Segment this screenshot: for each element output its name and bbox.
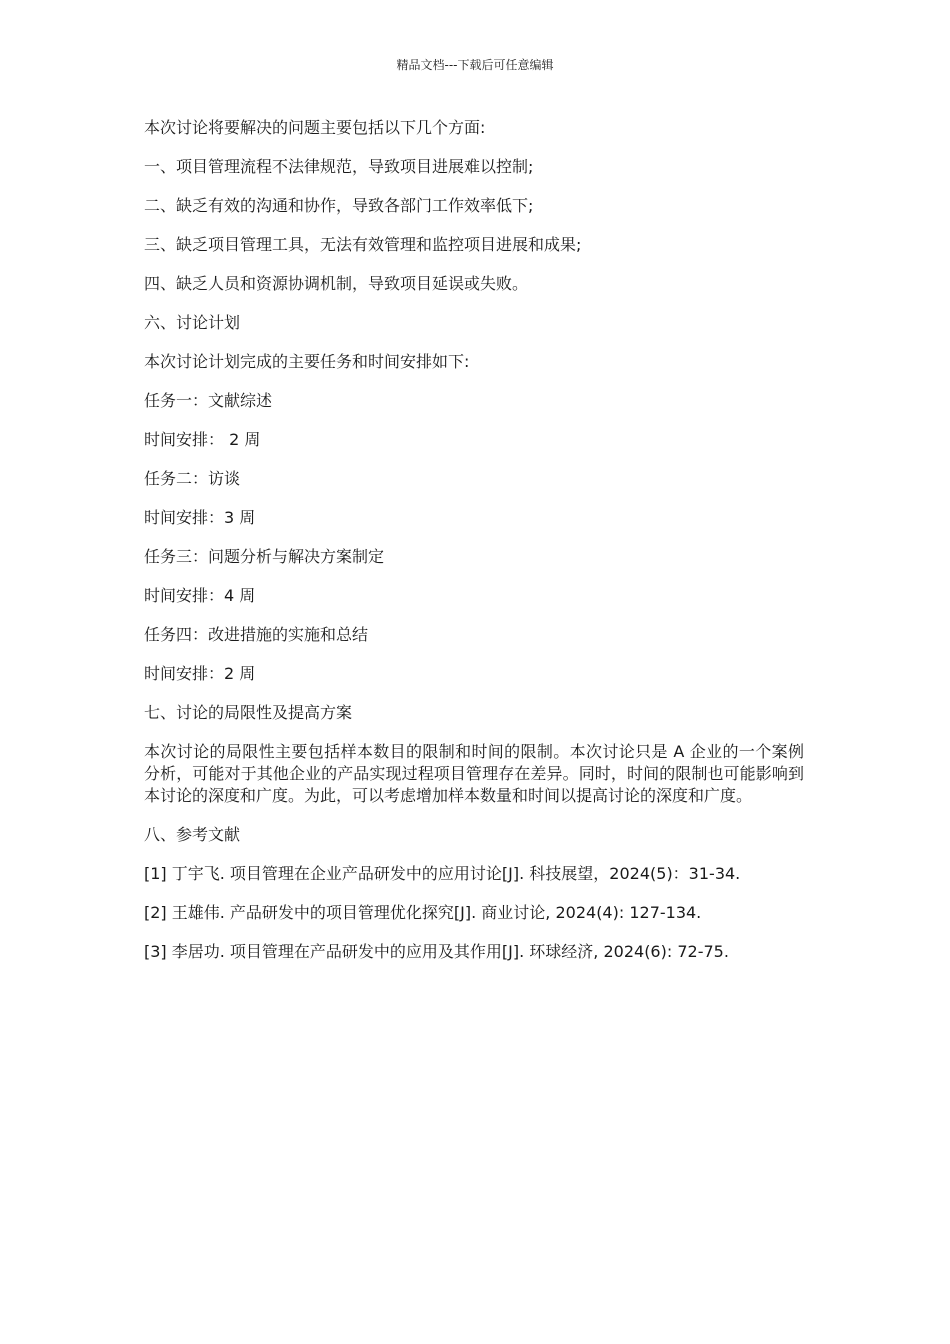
- intro-line: 本次讨论将要解决的问题主要包括以下几个方面:: [144, 118, 486, 137]
- task-1: 任务一：文献综述: [144, 391, 273, 410]
- task-4-schedule: 时间安排：2 周: [144, 664, 256, 683]
- task-1-schedule: 时间安排： 2 周: [144, 430, 261, 449]
- problem-item-2: 二、缺乏有效的沟通和协作，导致各部门工作效率低下;: [144, 196, 534, 215]
- page-header: 精品文档---下载后可任意编辑: [396, 58, 554, 72]
- problem-item-4: 四、缺乏人员和资源协调机制，导致项目延误或失败。: [144, 274, 529, 293]
- problem-item-3: 三、缺乏项目管理工具，无法有效管理和监控项目进展和成果;: [144, 235, 582, 254]
- limitations-paragraph: 本次讨论的局限性主要包括样本数目的限制和时间的限制。本次讨论只是 A 企业的一个案例分析，可能对于其他企业的产品实现过程项目管理存在差异。同时，时间的限制也可能影响到本讨论的深度和广度。为此，可以考虑增加样本数量和时间以提高讨论的深度和广度。: [144, 742, 804, 805]
- reference-item-3: [3] 李居功. 项目管理在产品研发中的应用及其作用[J]. 环球经济, 2024(6): 72-75.: [144, 942, 729, 961]
- task-4: 任务四：改进措施的实施和总结: [144, 625, 369, 644]
- document-body: [144, 117, 804, 980]
- section-heading-references: 八、参考文献: [144, 825, 241, 844]
- task-2-schedule: 时间安排：3 周: [144, 508, 256, 527]
- reference-item-1: [1] 丁宇飞. 项目管理在企业产品研发中的应用讨论[J]. 科技展望，2024(5)：31-34.: [144, 864, 741, 883]
- problem-item-1: 一、项目管理流程不法律规范，导致项目进展难以控制;: [144, 157, 534, 176]
- task-3-schedule: 时间安排：4 周: [144, 586, 256, 605]
- section-heading-limitations: 七、讨论的局限性及提高方案: [144, 703, 353, 722]
- task-2: 任务二：访谈: [144, 469, 241, 488]
- section-heading-plan: 六、讨论计划: [144, 313, 241, 332]
- task-3: 任务三：问题分析与解决方案制定: [144, 547, 385, 566]
- reference-item-2: [2] 王雄伟. 产品研发中的项目管理优化探究[J]. 商业讨论, 2024(4): 127-134.: [144, 903, 702, 922]
- plan-intro: 本次讨论计划完成的主要任务和时间安排如下:: [144, 352, 470, 371]
